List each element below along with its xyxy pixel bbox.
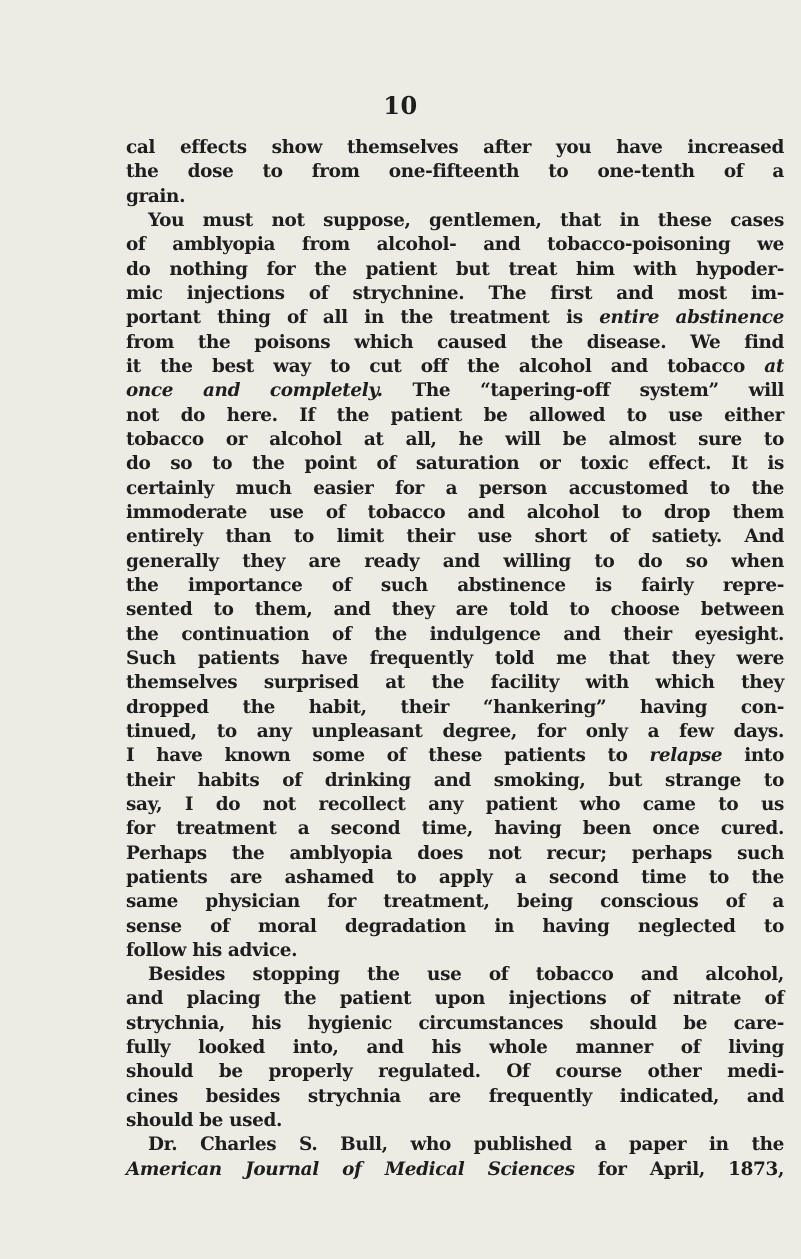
italic-text: American Journal of Medical Sciences bbox=[126, 1158, 575, 1180]
italic-text: once and completely. bbox=[126, 380, 383, 402]
text-line: themselves surprised at the facility with which they bbox=[126, 672, 784, 694]
text-line: certainly much easier for a person accustomed to the bbox=[126, 477, 784, 499]
text-line: should be used. bbox=[126, 1110, 283, 1132]
text-run: into bbox=[722, 745, 784, 767]
text-line: immoderate use of tobacco and alcohol to drop them bbox=[126, 501, 784, 523]
text-run: it the best way to cut off the alcohol and tobacco bbox=[126, 355, 765, 377]
text-line: cines besides strychnia are frequently indicated, and bbox=[126, 1085, 784, 1107]
text-line: do nothing for the patient but treat him with hypoder- bbox=[126, 258, 784, 280]
text-run: for April, 1873, bbox=[574, 1158, 785, 1180]
text-line: should be properly regulated. Of course other medi- bbox=[126, 1061, 784, 1083]
text-line: the dose to from one-fifteenth to one-tenth of a bbox=[126, 161, 784, 183]
text-line bbox=[126, 379, 784, 403]
text-line: Dr. Charles S. Bull, who published a paper in the bbox=[148, 1134, 784, 1156]
text-line bbox=[126, 1158, 784, 1182]
italic-text: entire abstinence bbox=[599, 307, 784, 329]
italic-text: relapse bbox=[649, 745, 723, 767]
text-line: generally they are ready and willing to do so when bbox=[126, 550, 784, 572]
text-line: cal effects show themselves after you have increased bbox=[126, 137, 784, 158]
text-line: Such patients have frequently told me that they were bbox=[126, 647, 784, 669]
text-line: mic injections of strychnine. The first and most im- bbox=[126, 282, 784, 304]
text-run: I have known some of these patients to bbox=[126, 745, 650, 767]
text-run: The “tapering-off system” will bbox=[382, 380, 784, 402]
text-line: You must not suppose, gentlemen, that in these cases bbox=[148, 209, 784, 231]
text-line bbox=[126, 306, 784, 330]
text-line: their habits of drinking and smoking, but strange to bbox=[126, 769, 784, 791]
page-number: 10 bbox=[383, 91, 418, 120]
text-line: follow his advice. bbox=[126, 939, 298, 961]
text-line: same physician for treatment, being conscious of a bbox=[126, 891, 784, 913]
text-line: the importance of such abstinence is fairly repre- bbox=[126, 574, 784, 596]
text-line: tobacco or alcohol at all, he will be almost sure to bbox=[126, 428, 784, 450]
text-line: the continuation of the indulgence and their eyesight. bbox=[126, 623, 784, 645]
text-line: Perhaps the amblyopia does not recur; perhaps such bbox=[126, 842, 784, 864]
italic-text: at bbox=[764, 355, 784, 377]
text-line: not do here. If the patient be allowed to use either bbox=[126, 404, 784, 426]
text-line: sense of moral degradation in having neglected to bbox=[126, 915, 784, 937]
text-line: of amblyopia from alcohol- and tobacco-poisoning we bbox=[126, 234, 784, 256]
text-line: from the poisons which caused the disease. We find bbox=[126, 331, 784, 353]
text-line: strychnia, his hygienic circumstances should be care- bbox=[126, 1012, 784, 1034]
text-run: portant thing of all in the treatment is bbox=[126, 307, 600, 329]
text-line: grain. bbox=[126, 185, 186, 207]
body-text bbox=[126, 136, 784, 1182]
text-line: and placing the patient upon injections of nitrate of bbox=[126, 988, 784, 1010]
text-line: say, I do not recollect any patient who came to us bbox=[126, 793, 784, 815]
text-line bbox=[126, 355, 784, 379]
text-line: Besides stopping the use of tobacco and alcohol, bbox=[148, 964, 784, 986]
text-line: entirely than to limit their use short of satiety. And bbox=[126, 526, 784, 548]
text-line: sented to them, and they are told to choose between bbox=[126, 599, 784, 621]
text-line: do so to the point of saturation or toxic effect. It is bbox=[126, 453, 784, 475]
text-line: for treatment a second time, having been once cured. bbox=[126, 818, 784, 840]
text-line: fully looked into, and his whole manner of living bbox=[126, 1037, 784, 1059]
text-line: patients are ashamed to apply a second time to the bbox=[126, 866, 784, 888]
text-line: dropped the habit, their “hankering” having con- bbox=[126, 696, 784, 718]
text-line bbox=[126, 744, 784, 768]
text-line: tinued, to any unpleasant degree, for only a few days. bbox=[126, 720, 784, 742]
